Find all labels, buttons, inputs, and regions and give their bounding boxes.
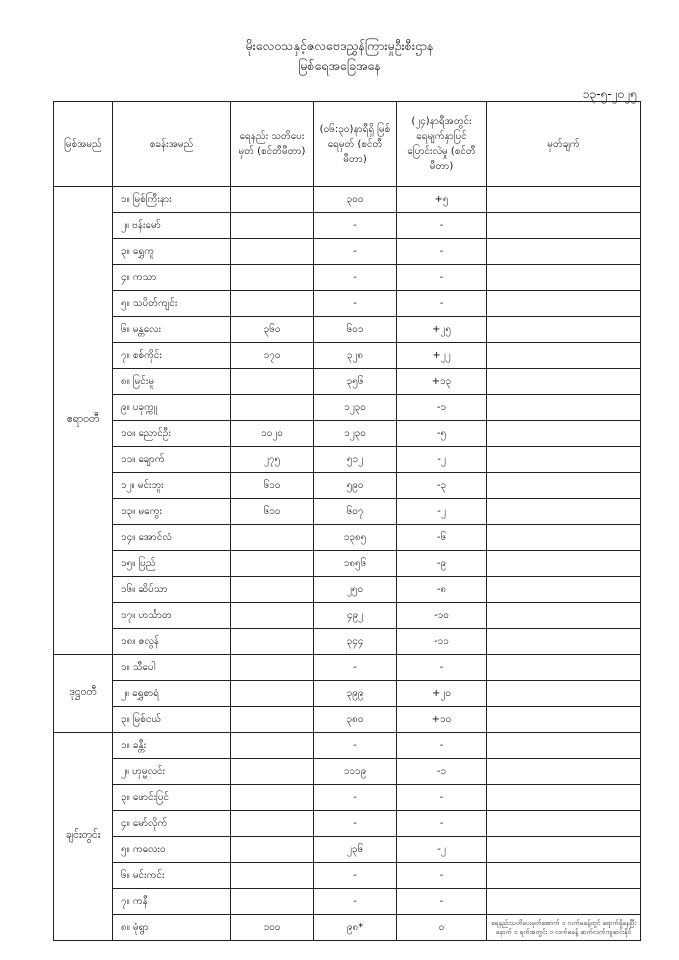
level-change-cell: - xyxy=(397,655,487,681)
station-name-cell: ၇။ စစ်ကိုင်း xyxy=(113,343,231,369)
table-row xyxy=(54,265,641,291)
station-name-cell: ၁၂။ မင်းဘူး xyxy=(113,473,231,499)
level-change-cell: -၂ xyxy=(397,499,487,525)
station-name-cell: ၃။ မြစ်ငယ် xyxy=(113,707,231,733)
station-name-cell: ၁၄။ အောင်လံ xyxy=(113,525,231,551)
warning-level-cell xyxy=(231,551,314,577)
remarks-cell xyxy=(487,785,641,811)
water-level-cell: - xyxy=(314,785,397,811)
warning-level-cell xyxy=(231,395,314,421)
water-level-cell: - xyxy=(314,213,397,239)
water-level-cell: ၃၀၀ xyxy=(314,187,397,213)
station-name-cell: ၁။ ခန္တီး xyxy=(113,733,231,759)
level-change-cell: - xyxy=(397,889,487,915)
remarks-cell xyxy=(487,681,641,707)
station-name-cell: ၁၀။ ညောင်ဦး xyxy=(113,421,231,447)
station-name-cell: ၁။ မြစ်ကြီးနား xyxy=(113,187,231,213)
table-row xyxy=(54,473,641,499)
document-title: မိုးလေဝသနှင့်ဇလဗေဒညွှန်ကြားမှုဦးစီးဌာန xyxy=(245,38,434,53)
station-name-cell: ၁။ သီပေါ xyxy=(113,655,231,681)
water-level-cell: ၁၃၈၅ xyxy=(314,525,397,551)
level-change-cell: -၈ xyxy=(397,577,487,603)
col-header-station: စခန်းအမည် xyxy=(113,102,231,187)
station-name-cell: ၆။ မန္တလေး xyxy=(113,317,231,343)
water-level-cell: ၃၅၆ xyxy=(314,369,397,395)
table-row xyxy=(54,551,641,577)
level-change-cell: - xyxy=(397,291,487,317)
remarks-cell xyxy=(487,655,641,681)
water-level-cell: - xyxy=(314,239,397,265)
water-level-cell: - xyxy=(314,291,397,317)
water-level-cell: - xyxy=(314,655,397,681)
level-change-cell: -၁၁ xyxy=(397,629,487,655)
level-change-cell: - xyxy=(397,239,487,265)
table-row xyxy=(54,213,641,239)
water-level-cell: ၆၀၁ xyxy=(314,317,397,343)
remarks-cell xyxy=(487,291,641,317)
table-row xyxy=(54,681,641,707)
level-change-cell: -၁၀ xyxy=(397,603,487,629)
water-level-cell: ၁၂၃၀ xyxy=(314,395,397,421)
warning-level-cell xyxy=(231,603,314,629)
remarks-cell xyxy=(487,317,641,343)
station-name-cell: ၉။ ပခုက္ကူ xyxy=(113,395,231,421)
station-name-cell: ၅။ ကလေးဝ xyxy=(113,837,231,863)
remarks-cell xyxy=(487,473,641,499)
remarks-cell xyxy=(487,551,641,577)
water-level-cell: ၃၂၈ xyxy=(314,343,397,369)
water-level-cell: ၃၉၉ xyxy=(314,681,397,707)
document-subtitle: မြစ်ရေအခြေအနေ xyxy=(298,58,381,73)
table-row xyxy=(54,603,641,629)
table-row xyxy=(54,291,641,317)
warning-level-cell: ၂၇၅ xyxy=(231,447,314,473)
report-date: ၁၃-၅-၂၀၂၅ xyxy=(582,87,637,101)
water-level-cell: ၅၉၀ xyxy=(314,473,397,499)
warning-level-cell: ၆၁၀ xyxy=(231,499,314,525)
station-name-cell: ၈။ မုံရွာ xyxy=(113,915,231,941)
warning-level-cell xyxy=(231,707,314,733)
water-level-cell: ၁၁၁၉ xyxy=(314,759,397,785)
table-row xyxy=(54,239,641,265)
remarks-cell: ရေနည်းသတိပေးမှတ်အောက် ၁ လက်မခန့်တွင် ရောက်ရှိနေပြီး နောက် ၁ ရက်အတွင်း ၁ လက်မခန့် ဆက်လက်ကျဆင်းနိုင် xyxy=(487,915,641,941)
level-change-cell: -၆ xyxy=(397,525,487,551)
level-change-cell: -၉ xyxy=(397,551,487,577)
warning-level-cell: ၁၀၀ xyxy=(231,915,314,941)
water-level-cell: - xyxy=(314,733,397,759)
station-name-cell: ၂။ ဗန်းမော် xyxy=(113,213,231,239)
river-name-cell: ချင်းတွင်း xyxy=(54,733,113,941)
river-name-cell: ဒုဋ္ဌဝတီ xyxy=(54,655,113,733)
warning-level-cell xyxy=(231,369,314,395)
warning-level-cell xyxy=(231,291,314,317)
warning-level-cell xyxy=(231,863,314,889)
table-row xyxy=(54,447,641,473)
station-name-cell: ၄။ မော်လိုက် xyxy=(113,811,231,837)
remarks-cell xyxy=(487,499,641,525)
warning-level-cell xyxy=(231,265,314,291)
station-name-cell: ၃။ ဖောင်းပြင် xyxy=(113,785,231,811)
remarks-cell xyxy=(487,811,641,837)
warning-level-cell xyxy=(231,577,314,603)
level-change-cell: +၂၅ xyxy=(397,317,487,343)
remarks-cell xyxy=(487,395,641,421)
water-level-cell: - xyxy=(314,265,397,291)
table-row xyxy=(54,655,641,681)
col-header-change: (၂၄)နာရီအတွင်း ရေမျက်နှာပြင် ပြောင်းလဲမှု (စင်တီမီတာ) xyxy=(397,102,487,187)
table-row xyxy=(54,369,641,395)
level-change-cell: ၀ xyxy=(397,915,487,941)
warning-level-cell xyxy=(231,213,314,239)
station-name-cell: ၅။ သပိတ်ကျင်း xyxy=(113,291,231,317)
table-row xyxy=(54,785,641,811)
warning-level-cell xyxy=(231,889,314,915)
warning-level-cell: ၁၇၀ xyxy=(231,343,314,369)
table-header-row xyxy=(54,102,641,187)
water-level-cell: - xyxy=(314,863,397,889)
table-row xyxy=(54,395,641,421)
remarks-cell xyxy=(487,343,641,369)
remarks-cell xyxy=(487,889,641,915)
station-name-cell: ၆။ မင်းကင်း xyxy=(113,863,231,889)
level-change-cell: - xyxy=(397,265,487,291)
col-header-warning-level: ရေနည်း သတိပေးမှတ် (စင်တီမီတာ) xyxy=(231,102,314,187)
level-change-cell: +၅ xyxy=(397,187,487,213)
remarks-cell xyxy=(487,213,641,239)
station-name-cell: ၁၆။ ဆိပ်သာ xyxy=(113,577,231,603)
level-change-cell: - xyxy=(397,785,487,811)
water-level-cell: ၄၉၂ xyxy=(314,603,397,629)
table-row xyxy=(54,863,641,889)
table-row xyxy=(54,707,641,733)
remarks-cell xyxy=(487,265,641,291)
table-row xyxy=(54,733,641,759)
station-name-cell: ၂။ ရွှေစာရံ xyxy=(113,681,231,707)
remarks-cell xyxy=(487,239,641,265)
warning-level-cell xyxy=(231,629,314,655)
table-row xyxy=(54,759,641,785)
station-name-cell: ၇။ ကနီ xyxy=(113,889,231,915)
col-header-river: မြစ်အမည် xyxy=(54,102,113,187)
warning-level-cell xyxy=(231,187,314,213)
station-name-cell: ၁၃။ မကွေး xyxy=(113,499,231,525)
warning-level-cell xyxy=(231,785,314,811)
water-level-cell: ၆၀၇ xyxy=(314,499,397,525)
water-level-cell: ၃၈၀ xyxy=(314,707,397,733)
station-name-cell: ၁၈။ ဇလွန် xyxy=(113,629,231,655)
level-change-cell: -၃ xyxy=(397,473,487,499)
warning-level-cell xyxy=(231,811,314,837)
water-level-cell: ၁၈၅၆ xyxy=(314,551,397,577)
level-change-cell: - xyxy=(397,863,487,889)
warning-level-cell xyxy=(231,655,314,681)
remarks-cell xyxy=(487,525,641,551)
remarks-cell xyxy=(487,733,641,759)
table-row xyxy=(54,187,641,213)
water-level-cell: ၂၅၀ xyxy=(314,577,397,603)
remarks-cell xyxy=(487,421,641,447)
warning-level-cell xyxy=(231,525,314,551)
warning-level-cell xyxy=(231,837,314,863)
station-name-cell: ၃။ ရွှေကူ xyxy=(113,239,231,265)
level-change-cell: +၁၀ xyxy=(397,707,487,733)
table-row xyxy=(54,577,641,603)
level-change-cell: -၁ xyxy=(397,759,487,785)
warning-level-cell: ၃၆၀ xyxy=(231,317,314,343)
warning-level-cell xyxy=(231,759,314,785)
station-name-cell: ၁၁။ ချောက် xyxy=(113,447,231,473)
remarks-cell xyxy=(487,837,641,863)
level-change-cell: -၂ xyxy=(397,447,487,473)
level-change-cell: -၁ xyxy=(397,395,487,421)
table-row xyxy=(54,317,641,343)
warning-level-cell xyxy=(231,733,314,759)
remarks-cell xyxy=(487,759,641,785)
remarks-cell xyxy=(487,863,641,889)
station-name-cell: ၂။ ဟုမ္မလင်း xyxy=(113,759,231,785)
water-level-cell: ၅၁၂ xyxy=(314,447,397,473)
table-row xyxy=(54,889,641,915)
remarks-cell xyxy=(487,603,641,629)
water-level-cell: - xyxy=(314,811,397,837)
table-row xyxy=(54,343,641,369)
water-level-cell: ၂၃၆ xyxy=(314,837,397,863)
warning-level-cell xyxy=(231,681,314,707)
warning-level-cell xyxy=(231,239,314,265)
level-change-cell: -၂ xyxy=(397,837,487,863)
col-header-water-level: (၀၆:၃၀)နာရီရှိ မြစ်ရေမှတ် (စင်တီမီတာ) xyxy=(314,102,397,187)
warning-level-cell: ၆၁၀ xyxy=(231,473,314,499)
water-level-cell: ၃၄၄ xyxy=(314,629,397,655)
table-row xyxy=(54,499,641,525)
level-change-cell: +၂၂ xyxy=(397,343,487,369)
water-level-cell: - xyxy=(314,889,397,915)
table-row xyxy=(54,837,641,863)
level-change-cell: +၁၃ xyxy=(397,369,487,395)
col-header-remarks: မှတ်ချက် xyxy=(487,102,641,187)
level-change-cell: - xyxy=(397,811,487,837)
station-name-cell: ၁၇။ ဟင်္သာတ xyxy=(113,603,231,629)
water-level-cell: ၁၂၃၀ xyxy=(314,421,397,447)
station-name-cell: ၈။ မြင်းမူ xyxy=(113,369,231,395)
remarks-cell xyxy=(487,187,641,213)
river-name-cell: ဧရာဝတီ xyxy=(54,187,113,655)
table-row xyxy=(54,915,641,941)
table-row xyxy=(54,525,641,551)
remarks-cell xyxy=(487,447,641,473)
remarks-cell xyxy=(487,707,641,733)
water-level-cell: ၉၈* xyxy=(314,915,397,941)
remarks-cell xyxy=(487,577,641,603)
river-level-table xyxy=(53,101,641,941)
level-change-cell: +၂၀ xyxy=(397,681,487,707)
remarks-cell xyxy=(487,369,641,395)
warning-level-cell: ၁၀၂၀ xyxy=(231,421,314,447)
level-change-cell: -၅ xyxy=(397,421,487,447)
station-name-cell: ၁၅။ ပြည် xyxy=(113,551,231,577)
table-row xyxy=(54,811,641,837)
table-row xyxy=(54,421,641,447)
level-change-cell: - xyxy=(397,213,487,239)
level-change-cell: - xyxy=(397,733,487,759)
table-row xyxy=(54,629,641,655)
remarks-cell xyxy=(487,629,641,655)
station-name-cell: ၄။ ကသာ xyxy=(113,265,231,291)
